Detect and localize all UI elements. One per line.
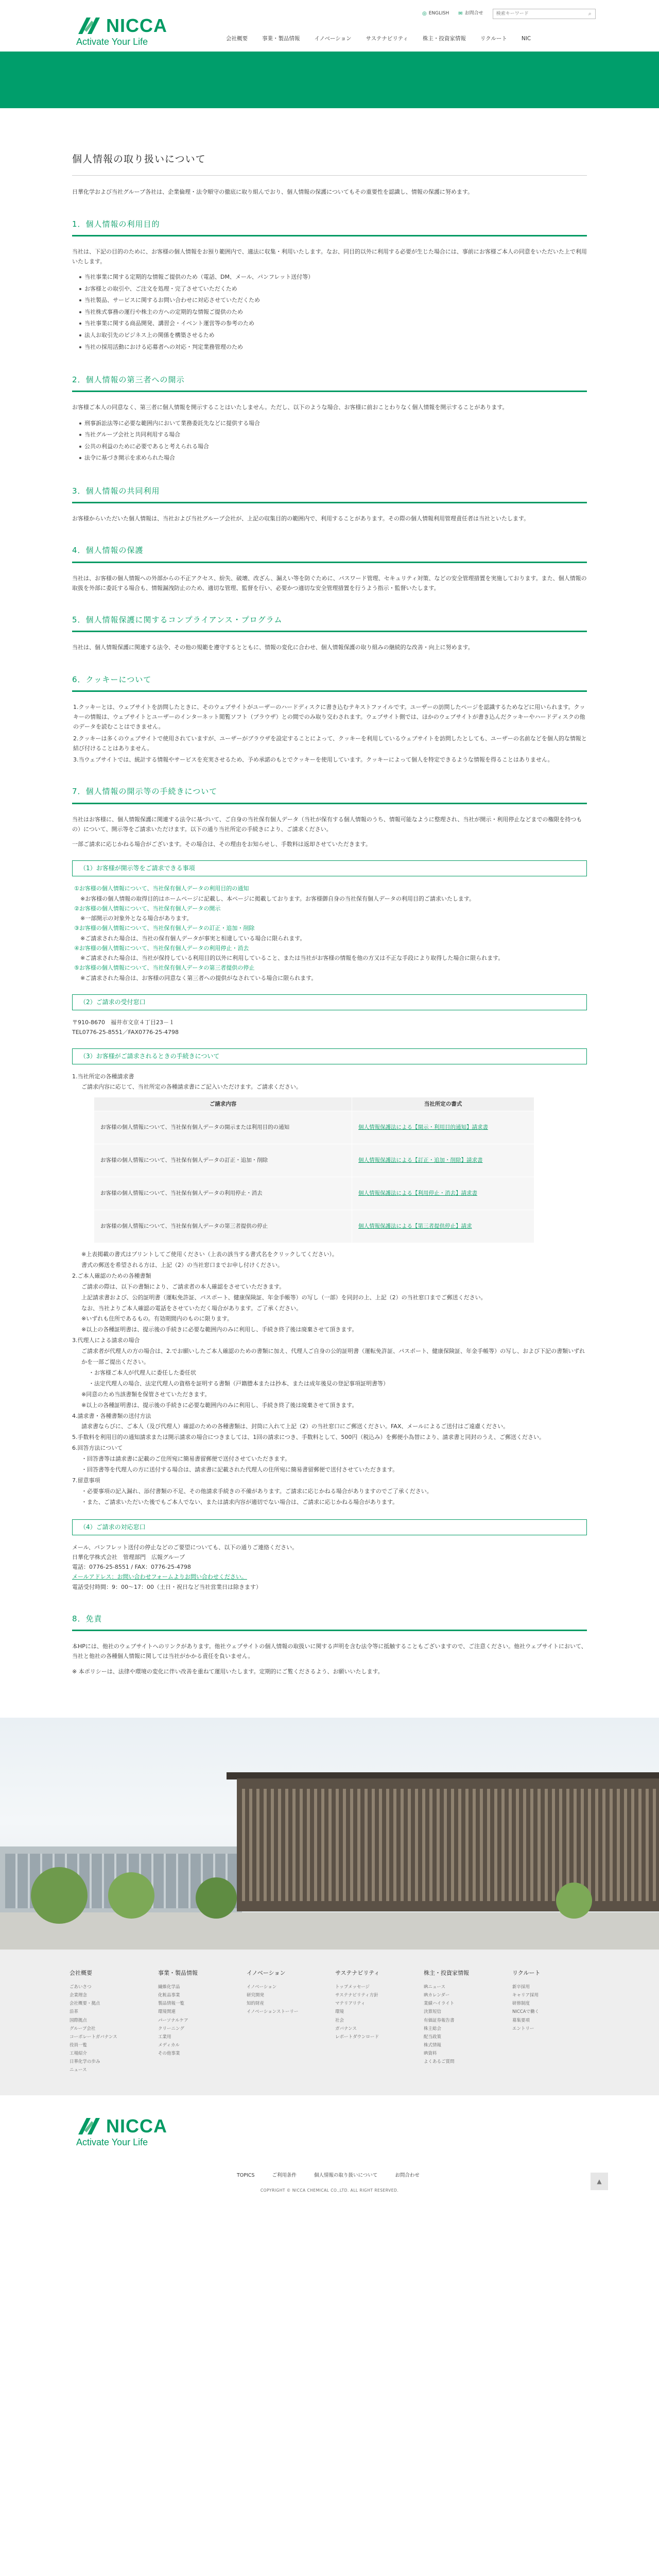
- detail-line: ・お客様ご本人が代理人に委任した委任状: [89, 1369, 196, 1376]
- footer-link[interactable]: 国際拠点: [70, 2018, 88, 2023]
- footer-link[interactable]: 製品情報一覧: [158, 2001, 185, 2007]
- footer-col-recruit: [512, 1968, 589, 2075]
- purpose-list: [72, 272, 587, 353]
- requestable-list: [72, 884, 587, 983]
- footer-link[interactable]: 配当政策: [424, 2034, 442, 2040]
- section-text: 当社は、個人情報保護に関連する法令、その他の規範を遵守するとともに、情報の変化に合わせ、個人情報保護の取り組みの継続的な改善・向上に努めます。: [72, 644, 474, 651]
- detail-heading: 4.請求書・各種書類の送付方法: [72, 1412, 151, 1419]
- footer-link[interactable]: 研究開発: [247, 1993, 265, 1998]
- section-heading: 5．個人情報保護に関するコンプライアンス・プログラム: [72, 611, 587, 632]
- procedure-details: [72, 1249, 587, 1507]
- footer-link[interactable]: メディカル: [158, 2043, 180, 2048]
- page-title: 個人情報の取り扱いについて: [72, 151, 587, 176]
- subheading-requestable: （1）お客様が開示等をご請求できる事項: [72, 860, 587, 876]
- detail-line: ※同意のため当該書類を保管させていただきます。: [81, 1391, 211, 1398]
- section-text: 当社はお客様に、個人情報保護に関連する法令に基づいて、ご自身の当社保有個人データ（当社が保有する個人情報のうち、情報可能なように整理され、当社が開示・利用停止などまでの権限を持つもの）について、開示等をご請求いただけます。以下の通り当社所定の手続きにより、ご請求ください。: [72, 816, 582, 833]
- footer-link[interactable]: イノベーション: [247, 1985, 277, 1990]
- detail-heading: 7.留意事項: [72, 1477, 100, 1484]
- contact-line: 日華化学株式会社 管理部門 広報グループ: [72, 1553, 185, 1561]
- request-note: ※ご請求された場合は、当社が保持している利用目的以外に利用していること、または当社がお客様の情報を他の方又は不正な手段により取得した場合に限られます。: [80, 955, 504, 962]
- footer-link[interactable]: クリーニング: [158, 2026, 184, 2031]
- section-heading: 7．個人情報の開示等の手続きについて: [72, 782, 587, 804]
- footer-link[interactable]: 工業用: [158, 2034, 171, 2040]
- footer-link[interactable]: 企業理念: [70, 1993, 88, 1998]
- section-heading: 3．個人情報の共同利用: [72, 482, 587, 503]
- flow-heading: 1.当社所定の各種請求書: [72, 1073, 134, 1080]
- hero-band: [0, 52, 659, 108]
- main-content: [72, 108, 587, 1718]
- subheading-window: （2）ご請求の受付窓口: [72, 994, 587, 1010]
- contact-line: メール、パンフレット送付の停止などのご要望についても、以下の通りご連絡ください。: [72, 1544, 298, 1551]
- list-item: お客様との取引や、ご注文を処理・完了させていただくため: [79, 283, 587, 295]
- building-photo: [0, 1718, 659, 1950]
- list-item: 当社の採用活動における応募者への対応・判定業務管理のため: [79, 342, 587, 353]
- contact-line: 電話：0776-25-8551 / FAX：0776-25-4798: [72, 1564, 191, 1571]
- tree: [31, 1867, 88, 1924]
- list-item: 当社株式事務の運行や株主の方への定期的な情報ご提供のため: [79, 307, 587, 318]
- footer-link[interactable]: パーソナルケア: [158, 2018, 188, 2023]
- detail-line: ※以上の各種証明書は、提示後の手続きに必要な範囲内のみに利用し、手続き終了後は廃棄させて頂きます。: [81, 1401, 358, 1409]
- request-item: ④お客様の個人情報について、当社保有個人データの利用停止・消去: [74, 944, 249, 952]
- table-row: [94, 1144, 534, 1177]
- list-item: 3.当ウェブサイトでは、統計する情報やサービスを充実させるため、予め承諾のもとでクッキーを使用しています。クッキーによって個人を特定できるような情報を得ることはありません。: [73, 756, 553, 764]
- footer-link[interactable]: キャリア採用: [512, 1993, 539, 1998]
- detail-line: ※上表掲載の書式はプリントしてご使用ください（上表の該当する書式名をクリックしてください）。: [81, 1251, 338, 1258]
- form-link[interactable]: 個人情報保護法による【開示・利用目的通知】請求書: [352, 1111, 534, 1144]
- section-purpose: [72, 215, 587, 353]
- section-text: お客様ご本人の同意なく、第三者に個人情報を開示することはいたしません。ただし、以下のような場合、お客様に前おことわりなく個人情報を開示することがあります。: [72, 404, 508, 411]
- table-row: [94, 1177, 534, 1210]
- footer-col-company: [70, 1968, 147, 2075]
- detail-heading: 6.回答方法について: [72, 1445, 123, 1452]
- form-link[interactable]: 個人情報保護法による【訂正・追加・削除】請求書: [352, 1144, 534, 1177]
- section-heading: 4．個人情報の保護: [72, 541, 587, 563]
- section-disclosure: [72, 370, 587, 464]
- list-item: 当社事業に関する商品開発、講習会・イベント運営等の参考のため: [79, 318, 587, 330]
- request-note: ※一部開示の対象外となる場合があります。: [80, 915, 193, 922]
- section-cookies: [72, 670, 587, 765]
- detail-line: 書式の郵送を希望される方は、上記（2）の当社窓口までお申し付けください。: [81, 1262, 283, 1269]
- nav-ir[interactable]: 株主・投資家情報: [422, 36, 466, 42]
- footer-link[interactable]: ガバナンス: [335, 2026, 357, 2031]
- footer-link[interactable]: 沿革: [70, 2009, 79, 2015]
- section-compliance: [72, 611, 587, 653]
- detail-line: ご請求の際は、以下の書類により、ご請求者の本人確認をさせていただきます。: [81, 1283, 285, 1290]
- footer-col-heading[interactable]: サステナビリティ: [335, 1969, 380, 1976]
- footer-link[interactable]: 株式情報: [424, 2043, 442, 2048]
- footer-link[interactable]: 環境関連: [158, 2009, 176, 2015]
- table-header: ご請求内容: [94, 1097, 352, 1111]
- footer-link[interactable]: エントリー: [512, 2026, 534, 2031]
- contact-block: [72, 1543, 587, 1592]
- detail-line: ・回答書等は請求書に記載のご住所宛に簡易書留郵便で送付させていただきます。: [81, 1455, 291, 1463]
- form-link[interactable]: 個人情報保護法による【利用停止・消去】請求書: [352, 1177, 534, 1210]
- list-item: 2.クッキーは多くのウェブサイトで使用されていますが、ユーザーがブラウザを設定することによって、クッキーを利用しているウェブサイトを訪問したとしても、ユーザーの名前などを個人的な情報と結び付けることはありません。: [73, 735, 587, 752]
- detail-line: ・必要事項の記入漏れ、添付書類の不足、その他請求手続きの不備があります。ご請求に応じかねる場合がありますのでご了承ください。: [81, 1487, 432, 1495]
- list-item: 当社事業に関する定期的な情報ご提供のため（電話、DM、メール、パンフレット送付等）: [79, 272, 587, 283]
- nav-business[interactable]: 事業・製品情報: [262, 36, 300, 42]
- footer-link-contact[interactable]: お問合わせ: [395, 2172, 420, 2178]
- detail-line: ・回答書等を代理人の方に送付する場合は、請求書に記載された代理人の住所宛に簡易書留郵便で送付させていただきます。: [81, 1466, 398, 1473]
- footer-link[interactable]: イノベーションストーリー: [247, 2009, 299, 2015]
- detail-line: ※いずれも住所であるもの。有効期間内のものに限ります。: [81, 1315, 233, 1323]
- section-heading: 2．個人情報の第三者への開示: [72, 370, 587, 392]
- footer-link[interactable]: 化粧品事業: [158, 1993, 180, 1998]
- section-heading: 8．免責: [72, 1609, 587, 1631]
- footer-link[interactable]: IR資料: [424, 2051, 437, 2057]
- footer-link[interactable]: コーポレートガバナンス: [70, 2034, 117, 2040]
- footer-link[interactable]: ニュース: [70, 2067, 87, 2073]
- request-content: お客様の個人情報について、当社保有個人データの訂正・追加・削除: [94, 1144, 352, 1177]
- copyright: COPYRIGHT © NICCA CHEMICAL CO.,LTD. ALL RIGHT RESERVED.: [260, 2188, 399, 2193]
- logo-tagline: Activate Your Life: [76, 2137, 148, 2147]
- section-text: 当社は、下記の目的のために、お客様の個人情報をお預り範囲内で、適法に収集・利用いたします。なお、同目的以外に利用する必要が生じた場合には、事前にお客様ご本人の同意をいただいた上で利用いたします。: [72, 248, 587, 265]
- intro-text: 日華化学および当社グループ各社は、企業倫理・法令順守の徹底に取り組んでおり、個人情報の保護についてもその重要性を認識し、情報の保護に努めます。: [72, 189, 474, 196]
- footer-link[interactable]: 有価証券報告書: [424, 2018, 455, 2023]
- footer-col-heading[interactable]: 会社概要: [70, 1969, 92, 1976]
- section-text: 当社は、お客様の個人情報への外部からの不正アクセス、紛失、破壊、改ざん、漏えい等を防ぐために、パスワード管理、セキュリティ対策、などの安全管理措置を実施しております。また、個人情報の取扱を外部に委託する場合も、情報漏洩防止のため、適切な管理、監督を行い、必要かつ適切な安全管理措置を行うよう指示・監督いたします。: [72, 574, 587, 591]
- footer-link[interactable]: 研修制度: [512, 2001, 530, 2007]
- detail-line: ・法定代理人の場合、法定代理人の資格を証明する書類（戸籍謄本または抄本、または成年後見の登記事項証明書等）: [89, 1380, 389, 1387]
- ground: [0, 1912, 659, 1950]
- building-facade: [237, 1778, 659, 1911]
- subheading-procedure: （3）お客様がご請求されるときの手続きについて: [72, 1048, 587, 1064]
- footer-link[interactable]: 株主総会: [424, 2026, 442, 2031]
- mail-icon: ✉: [458, 11, 463, 17]
- footer-link[interactable]: 業績ハイライト: [424, 2001, 455, 2007]
- footer-col-ir: [424, 1968, 501, 2075]
- request-form-table: [94, 1097, 534, 1243]
- footer-link[interactable]: 工場紹介: [70, 2051, 88, 2057]
- detail-heading: 3.代理人による請求の場合: [72, 1337, 140, 1344]
- section-protection: [72, 541, 587, 593]
- section-text: お客様からいただいた個人情報は、当社および当社グループ会社が、上記の収集目的の範囲内で、利用することがあります。その際の個人情報利用管理責任者は当社といたします。: [72, 515, 530, 522]
- list-item: 当社グループ会社と共同利用する場合: [79, 429, 587, 441]
- detail-line: 上記請求書および、公的証明書（運転免許証、パスポート、健康保険証、年金手帳等）の写し（一部）を同封の上、上記（2）の当社窓口までご郵送ください。: [81, 1294, 487, 1301]
- footer-link[interactable]: 役員一覧: [70, 2043, 88, 2048]
- section-text: 一部ご請求に応じかねる場合がございます。その場合は、その理由をお知らせし、手数料は返却させていただきます。: [72, 841, 371, 848]
- footer-link[interactable]: サステナビリティ方針: [335, 1993, 378, 1998]
- list-item: 公共の利益のために必要であると考えられる場合: [79, 441, 587, 453]
- footer-link[interactable]: トップメッセージ: [335, 1985, 370, 1990]
- footer-link[interactable]: 募集要項: [512, 2018, 530, 2023]
- footer-link[interactable]: 繊維化学品: [158, 1985, 180, 1990]
- footer-link[interactable]: その他事業: [158, 2051, 180, 2057]
- footer-bottom: [0, 2095, 659, 2198]
- footer-col-heading[interactable]: リクルート: [512, 1969, 541, 1976]
- logo-tagline: Activate Your Life: [76, 37, 148, 47]
- detail-heading: 5.手数料を利用目的の通知請求または開示請求の場合につきましては、1回の請求につき、手数料として、500円（税込み）を郵便小為替により、請求書と同封のうえ、ご郵送ください。: [72, 1434, 545, 1441]
- footer-link[interactable]: レポートダウンロード: [335, 2034, 379, 2040]
- request-content: お客様の個人情報について、当社保有個人データの第三者提供の停止: [94, 1210, 352, 1243]
- detail-line: なお、当社よりご本人確認の電話をさせていただく場合があります。ご了承ください。: [81, 1304, 302, 1312]
- detail-line: ご請求者が代理人の方の場合は、2.でお願いしたご本人確認のための書類に加え、代理人ご自身の公的証明書（運転免許証、パスポート、健康保険証、年金手帳等）の写し、および下記の書類いずれかを一部ご提出ください。: [81, 1348, 585, 1366]
- nav-nic[interactable]: NIC: [521, 36, 531, 42]
- nav-innovation[interactable]: イノベーション: [314, 36, 352, 42]
- window-address: 〒910-8670 福井市文京４丁目23－１: [72, 1019, 175, 1026]
- nav-recruit[interactable]: リクルート: [480, 36, 507, 42]
- policy-note: ※ 本ポリシーは、法律や環境の変化に伴い改善を重ねて運用いたします。定期的にご覧くださるよう、お願いいたします。: [72, 1668, 384, 1675]
- request-note: ※ご請求された場合は、当社の保有個人データが事実と相違している場合に限られます。: [80, 935, 306, 942]
- footer-link[interactable]: グループ会社: [70, 2026, 96, 2031]
- section-disclaimer: [72, 1609, 587, 1676]
- footer-link[interactable]: 環境: [335, 2009, 344, 2015]
- footer-link-privacy[interactable]: 個人情報の取り扱いについて: [314, 2172, 378, 2178]
- nav-sustainability[interactable]: サステナビリティ: [366, 36, 408, 42]
- footer-link[interactable]: IRニュース: [424, 1985, 445, 1990]
- footer-link-terms[interactable]: ご利用条件: [272, 2172, 297, 2178]
- footer-link[interactable]: IRカレンダー: [424, 1993, 450, 1998]
- tree: [108, 1872, 154, 1919]
- table-row: [94, 1210, 534, 1243]
- footer-link[interactable]: 会社概要・拠点: [70, 2001, 100, 2007]
- contact-link[interactable]: ✉ お問合せ: [458, 9, 483, 19]
- footer-link[interactable]: マテリアリティ: [335, 2001, 366, 2007]
- list-item: 1.クッキーとは、ウェブサイトを訪問したときに、そのウェブサイトがユーザーのハードディスクに書き込むテキストファイルです。ユーザーの訪問したページを認識するためなどに用いられます。クッキーの情報は、ウェブサイトとユーザーのインターネット閲覧ソフト（ブラウザ）との間でのみ取り交わされます。ウェブサイト側では、ほかのウェブサイトが書き込んだクッキーやハードディスクの他のデータを読むことはできません。: [73, 703, 585, 731]
- window-tel: TEL0776-25-8551／FAX0776-25-4798: [72, 1029, 179, 1036]
- footer-link[interactable]: ごあいさつ: [70, 1985, 92, 1990]
- detail-heading: 2.ご本人確認のための各種書類: [72, 1272, 151, 1279]
- request-note: ※お客様の個人情報の取得目的はホームページに記載し、本ページに掲載しております。お客様御自身の当社保有個人データの利用目的ご請求いたします。: [80, 895, 475, 902]
- request-content: お客様の個人情報について、当社保有個人データの利用停止・消去: [94, 1177, 352, 1210]
- logo-name: NICCA: [106, 2115, 167, 2137]
- list-item: 当社製品、サービスに関するお問い合わせに対応させていただくため: [79, 295, 587, 307]
- footer-col-business: [158, 1968, 235, 2075]
- section-text: 本HPには、他社のウェブサイトへのリンクがあります。他社ウェブサイトの個人情報の取扱いに関する声明を含む法令等に抵触することもございますので、ご注意ください。他社ウェブサイトにおいて、当社と他社の各種個人情報に関しては当社がかかる責任を負いません。: [72, 1643, 587, 1660]
- form-link[interactable]: 個人情報保護法による【第三者提供停止】請求: [352, 1210, 534, 1243]
- detail-line: ・また、ご請求いただいた後でもご本人でない、または請求内容が適切でない場合は、ご請求に応じかねる場合があります。: [81, 1498, 398, 1505]
- global-nav: [226, 34, 545, 43]
- footer-col-sustainability: [335, 1968, 412, 2075]
- footer-links: [237, 2172, 437, 2180]
- language-link[interactable]: ◎ ENGLISH: [422, 9, 449, 19]
- request-item: ②お客様の個人情報について、当社保有個人データの開示: [74, 905, 221, 912]
- nicca-logo-mark-icon: [76, 2116, 102, 2137]
- request-content: お客様の個人情報について、当社保有個人データの開示または利用目的の通知: [94, 1111, 352, 1144]
- list-item: 刑事訴訟法等に必要な範囲内において業務委託先などに提供する場合: [79, 418, 587, 430]
- tree: [196, 1877, 237, 1919]
- table-header: 当社所定の書式: [352, 1097, 534, 1111]
- request-item: ⑤お客様の個人情報について、当社保有個人データの第三者提供の停止: [74, 964, 255, 972]
- footer-link[interactable]: 社会: [335, 2018, 344, 2023]
- table-row: [94, 1111, 534, 1144]
- list-item: 法令に基づき開示を求められた場合: [79, 452, 587, 464]
- section-shared-use: [72, 482, 587, 524]
- footer-logo[interactable]: [76, 2116, 184, 2148]
- detail-line: 請求書ならびに、ご本人（及び代理人）確認のための各種書類は、封筒に入れて上記（2）の当社窓口にご郵送ください。FAX、メールによるご送付はご遠慮ください。: [81, 1423, 509, 1430]
- disclosure-list: [72, 418, 587, 464]
- header-utilities: [422, 8, 596, 20]
- footer-link[interactable]: 新卒採用: [512, 1985, 530, 1990]
- detail-line: ※以上の各種証明書は、提示後の手続きに必要な範囲内のみに利用し、手続き終了後は廃棄させて頂きます。: [81, 1326, 358, 1333]
- logo-name: NICCA: [106, 15, 167, 36]
- footer-link[interactable]: 知的財産: [247, 2001, 265, 2007]
- search-box: [493, 9, 596, 19]
- request-note: ※ご請求された場合は、お客様の同意なく第三者への提供がなされている場合に限られます。: [80, 974, 317, 981]
- footer-sitemap: [0, 1950, 659, 2095]
- page-top-button[interactable]: ▲: [591, 2173, 608, 2190]
- contact-line: 電話受付時間：9：00〜17：00（土日・祝日など当社営業日は除きます）: [72, 1583, 262, 1590]
- search-input[interactable]: [493, 9, 585, 19]
- site-logo[interactable]: [76, 15, 184, 47]
- request-item: ①お客様の個人情報について、当社保有個人データの利用目的の通知: [74, 885, 249, 892]
- footer-col-heading[interactable]: 事業・製品情報: [158, 1969, 198, 1976]
- section-procedure: [72, 782, 587, 1592]
- contact-form-link[interactable]: メールアドレス：お問い合わせフォームよりお問い合わせください。: [72, 1573, 247, 1581]
- subheading-contact: （4）ご請求の対応窓口: [72, 1519, 587, 1535]
- footer-link[interactable]: よくあるご質問: [424, 2059, 455, 2065]
- request-item: ③お客様の個人情報について、当社保有個人データの訂正・追加・削除: [74, 925, 255, 932]
- flow-text: ご請求内容に応じて、当社所定の各種請求書にご記入いただけます。ご請求ください。: [81, 1083, 302, 1090]
- site-header: [0, 0, 659, 52]
- footer-link[interactable]: 決算短信: [424, 2009, 442, 2015]
- search-icon[interactable]: ⌕: [588, 10, 592, 18]
- nav-company[interactable]: 会社概要: [226, 36, 248, 42]
- globe-icon: ◎: [422, 11, 427, 17]
- section-heading: 6．クッキーについて: [72, 670, 587, 692]
- footer-link[interactable]: 日華化学の歩み: [70, 2059, 100, 2065]
- cookie-list: [72, 702, 587, 765]
- list-item: 法人お取引先のビジネス上の関係を構築させるため: [79, 330, 587, 342]
- tree: [556, 1883, 592, 1919]
- footer-link[interactable]: NICCAで働く: [512, 2009, 540, 2015]
- section-heading: 1．個人情報の利用目的: [72, 215, 587, 236]
- footer-col-heading[interactable]: イノベーション: [247, 1969, 286, 1976]
- footer-col-innovation: [247, 1968, 324, 2075]
- footer-link-topics[interactable]: TOPICS: [237, 2172, 255, 2178]
- footer-col-heading[interactable]: 株主・投資家情報: [424, 1969, 469, 1976]
- nicca-logo-mark-icon: [76, 15, 102, 36]
